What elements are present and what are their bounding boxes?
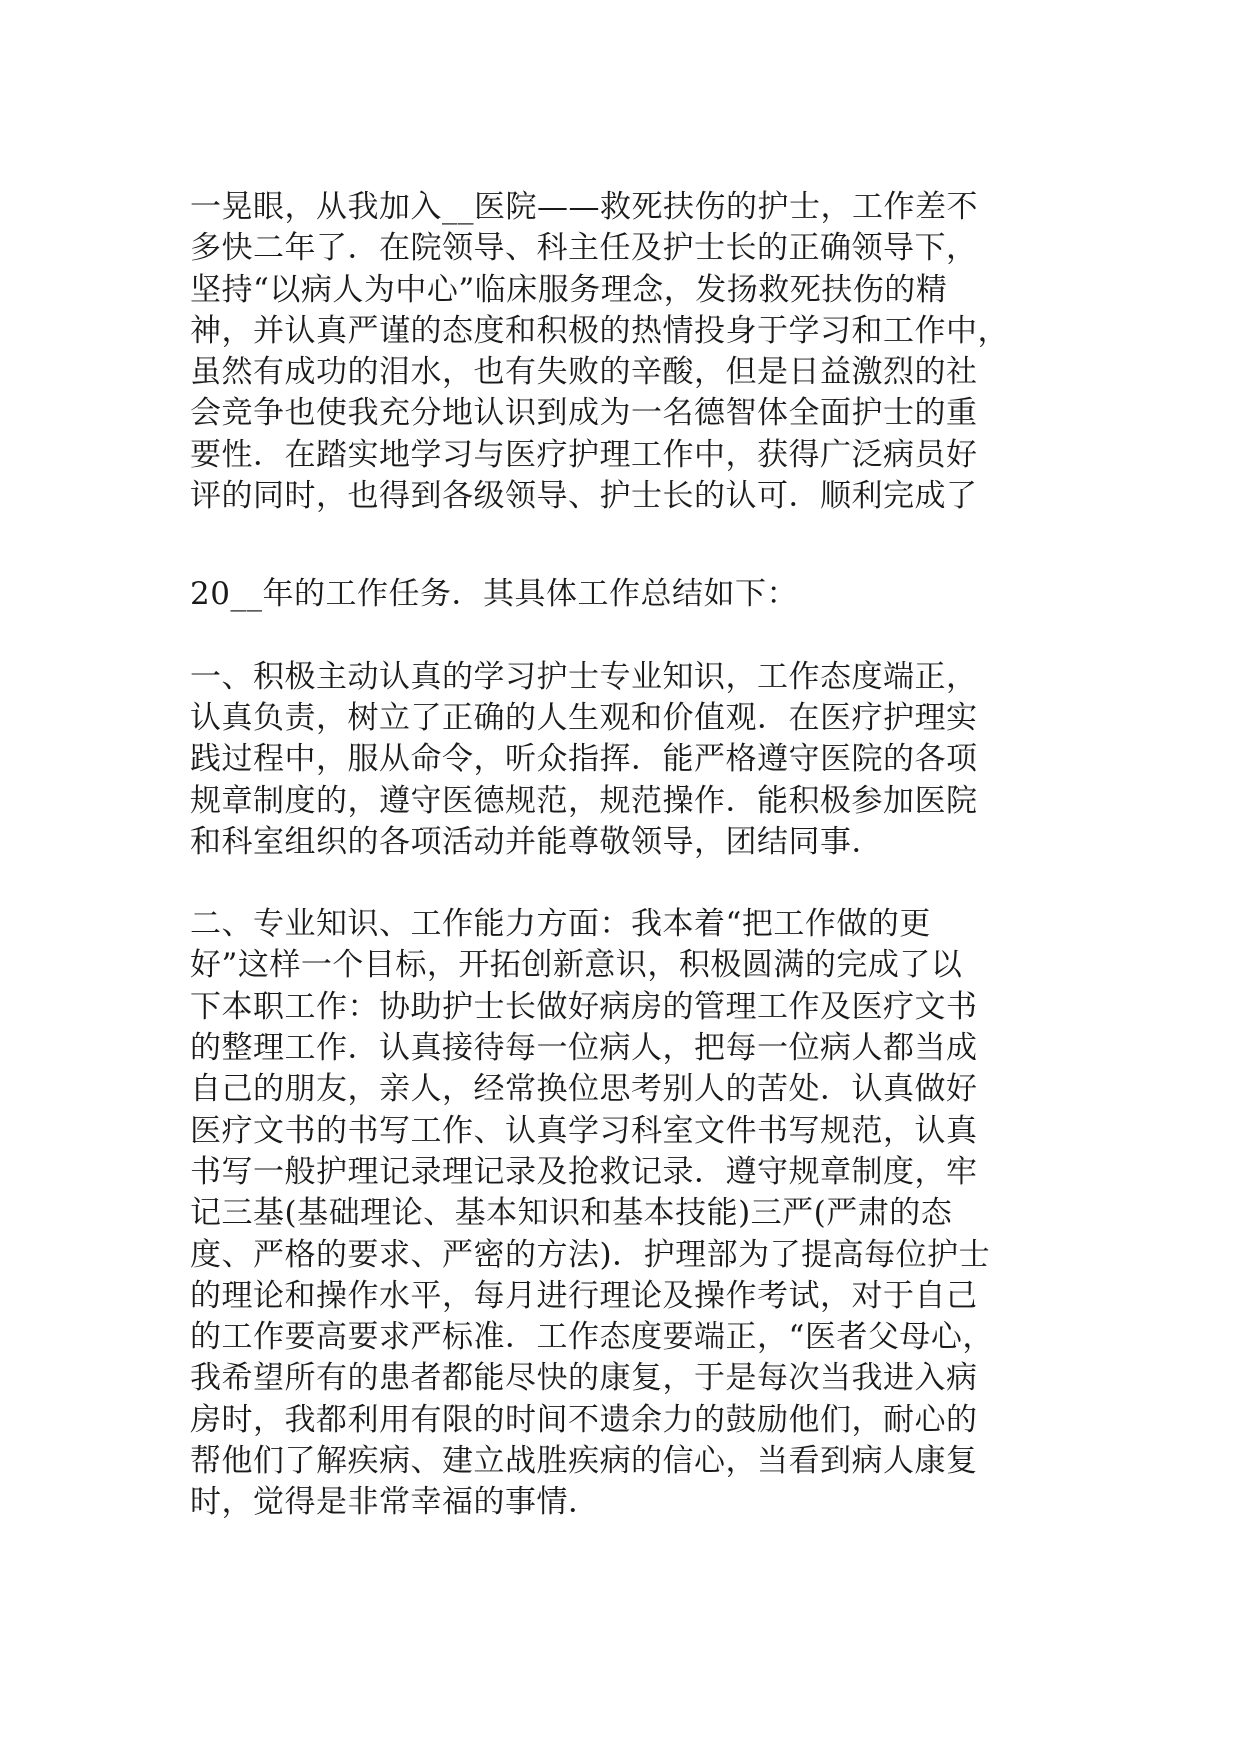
paragraph-section-one	[190, 657, 1070, 863]
text-line: 记三基(基础理论、基本知识和基本技能)三严(严肃的态	[190, 1195, 953, 1232]
text-line: 自己的朋友，亲人，经常换位思考别人的苦处．认真做好	[190, 1071, 978, 1108]
paragraph-spacer	[190, 616, 1070, 657]
text-line: 度、严格的要求、严密的方法)．护理部为了提高每位护士	[190, 1236, 991, 1273]
paragraph-spacer	[190, 863, 1070, 904]
text-line: 认真负责，树立了正确的人生观和价值观．在医疗护理实	[190, 699, 978, 736]
text-line: 下本职工作：协助护士长做好病房的管理工作及医疗文书	[190, 988, 978, 1025]
document-body	[190, 187, 1070, 1524]
text-line: 一、积极主动认真的学习护士专业知识，工作态度端正，	[190, 658, 978, 695]
text-line: 的整理工作．认真接待每一位病人，把每一位病人都当成	[190, 1030, 978, 1067]
text-line: 帮他们了解疾病、建立战胜疾病的信心，当看到病人康复	[190, 1443, 978, 1480]
text-line: 时，觉得是非常幸福的事情．	[190, 1484, 600, 1521]
text-line: 房时，我都利用有限的时间不遗余力的鼓励他们，耐心的	[190, 1401, 978, 1438]
paragraph-spacer	[190, 517, 1070, 574]
text-line: 评的同时，也得到各级领导、护士长的认可．顺利完成了	[190, 478, 978, 515]
text-line: 神，并认真严谨的态度和积极的热情投身于学习和工作中，	[190, 312, 1009, 349]
text-line: 的工作要高要求严标准．工作态度要端正，“医者父母心，	[190, 1319, 994, 1356]
text-line: 的理论和操作水平，每月进行理论及操作考试，对于自己	[190, 1277, 978, 1314]
text-line: 二、专业知识、工作能力方面：我本着“把工作做的更	[190, 906, 931, 943]
text-line: 践过程中，服从命令，听众指挥．能严格遵守医院的各项	[190, 741, 978, 778]
text-line: 虽然有成功的泪水，也有失败的辛酸，但是日益激烈的社	[190, 354, 978, 391]
text-line: 书写一般护理记录理记录及抢救记录．遵守规章制度，牢	[190, 1153, 978, 1190]
text-line: 和科室组织的各项活动并能尊敬领导，团结同事．	[190, 823, 883, 860]
text-line: 20__年的工作任务．其具体工作总结如下：	[190, 576, 798, 613]
paragraph-year-summary	[190, 574, 1070, 615]
paragraph-intro	[190, 187, 1070, 517]
text-line: 会竞争也使我充分地认识到成为一名德智体全面护士的重	[190, 395, 978, 432]
text-line: 要性．在踏实地学习与医疗护理工作中，获得广泛病员好	[190, 436, 978, 473]
text-line: 规章制度的，遵守医德规范，规范操作．能积极参加医院	[190, 782, 978, 819]
text-line: 我希望所有的患者都能尽快的康复，于是每次当我进入病	[190, 1360, 978, 1397]
paragraph-section-two	[190, 904, 1070, 1523]
text-line: 多快二年了．在院领导、科主任及护士长的正确领导下，	[190, 230, 978, 267]
text-line: 坚持“以病人为中心”临床服务理念，发扬救死扶伤的精	[190, 271, 948, 308]
text-line: 好”这样一个目标，开拓创新意识，积极圆满的完成了以	[190, 947, 963, 984]
text-line: 医疗文书的书写工作、认真学习科室文件书写规范，认真	[190, 1112, 978, 1149]
text-line: 一晃眼，从我加入__医院——救死扶伤的护士，工作差不	[190, 189, 978, 225]
